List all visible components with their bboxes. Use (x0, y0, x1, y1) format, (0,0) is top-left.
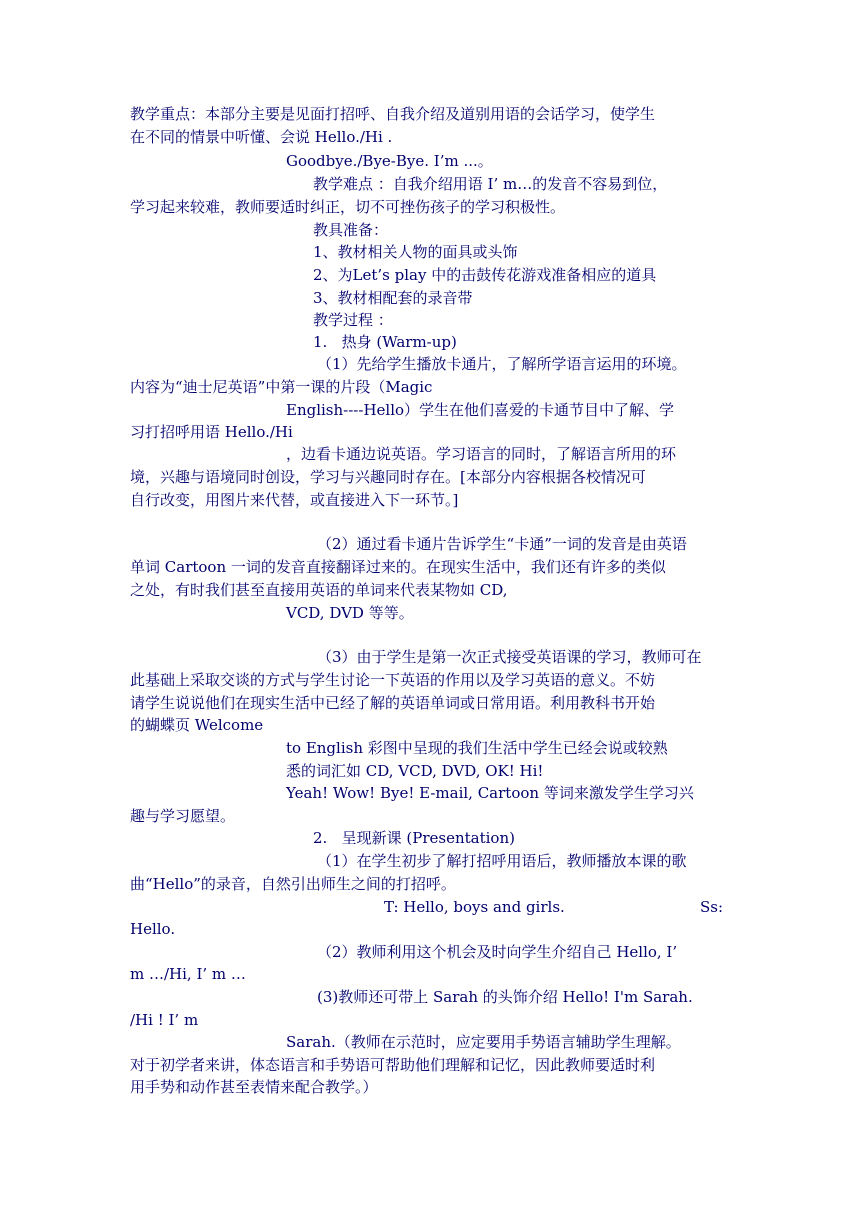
text-line: 1、教材相关人物的面具或头饰 (313, 243, 518, 261)
text-line: 境，兴趣与语境同时创设，学习与兴趣同时存在。[本部分内容根据各校情况可 (130, 468, 646, 486)
text-line: 2. 呈现新课 (Presentation) (313, 829, 515, 847)
text-line: 对于初学者来讲，体态语言和手势语可帮助他们理解和记忆，因此教师要适时利 (130, 1056, 656, 1074)
text-line: Sarah.（教师在示范时，应定要用手势语言辅助学生理解。 (286, 1033, 681, 1051)
text-line: 之处，有时我们甚至直接用英语的单词来代表某物如 CD, (130, 581, 508, 599)
text-line: English----Hello）学生在他们喜爱的卡通节目中了解、学 (286, 401, 675, 419)
text-line: 用手势和动作甚至表情来配合教学。） (130, 1078, 378, 1096)
text-line: 2、为Let’s play 中的击鼓传花游戏准备相应的道具 (313, 266, 657, 284)
text-line: 习打招呼用语 Hello./Hi (130, 423, 293, 441)
text-line: 此基础上采取交谈的方式与学生讨论一下英语的作用以及学习英语的意义。不妨 (130, 671, 656, 689)
text-line: Yeah! Wow! Bye! E-mail, Cartoon 等词来激发学生学习兴 (286, 784, 694, 802)
text-line: 1. 热身 (Warm-up) (313, 333, 457, 351)
text-line: 3、教材相配套的录音带 (313, 289, 473, 307)
text-line: 教学重点：本部分主要是见面打招呼、自我介绍及道别用语的会话学习，使学生 (130, 105, 656, 123)
text-line: ，边看卡通边说英语。学习语言的同时，了解语言所用的环 (286, 445, 677, 463)
text-line: VCD, DVD 等等。 (286, 604, 414, 622)
text-line: 教学过程 ： (313, 311, 393, 329)
text-line: T: Hello, boys and girls. (384, 898, 565, 916)
text-line: /Hi ! I’ m (130, 1011, 199, 1029)
text-line: 自行改变，用图片来代替，或直接进入下一环节。] (130, 491, 459, 509)
text-line: （2）通过看卡通片告诉学生“卡通”一词的发音是由英语 (317, 535, 687, 553)
text-line: 请学生说说他们在现实生活中已经了解的英语单词或日常用语。利用教科书开始 (130, 694, 656, 712)
text-line: 悉的词汇如 CD, VCD, DVD, OK! Hi! (286, 762, 544, 780)
text-line: (3)教师还可带上 Sarah 的头饰介绍 Hello! I'm Sarah. (317, 988, 693, 1006)
text-line: Ss: (700, 898, 724, 916)
text-line: 教学难点 ：自我介绍用语 I’ m…的发音不容易到位， (313, 175, 668, 193)
text-line: 单词 Cartoon 一词的发音直接翻译过来的。在现实生活中，我们还有许多的类似 (130, 558, 666, 576)
text-line: m …/Hi, I’ m … (130, 965, 246, 983)
text-line: 曲“Hello”的录音，自然引出师生之间的打招呼。 (130, 875, 456, 893)
text-line: 趣与学习愿望。 (130, 807, 236, 825)
text-line: Goodbye./Bye-Bye. I’m ...。 (286, 152, 493, 170)
text-line: （1）先给学生播放卡通片，了解所学语言运用的环境。 (317, 355, 687, 373)
text-line: 在不同的情景中听懂、会说 Hello./Hi . (130, 128, 393, 146)
text-line: 内容为“迪士尼英语”中第一课的片段（Magic (130, 378, 433, 396)
text-line: 学习起来较难，教师要适时纠正，切不可挫伤孩子的学习积极性。 (130, 198, 566, 216)
text-line: （3）由于学生是第一次正式接受英语课的学习，教师可在 (317, 648, 702, 666)
text-line: （2）教师利用这个机会及时向学生介绍自己 Hello, I’ (317, 943, 678, 961)
text-line: 的蝴蝶页 Welcome (130, 716, 264, 734)
text-line: Hello. (130, 920, 176, 938)
text-line: （1）在学生初步了解打招呼用语后，教师播放本课的歌 (317, 852, 687, 870)
text-line: to English 彩图中呈现的我们生活中学生已经会说或较熟 (286, 739, 668, 757)
text-line: 教具准备： (313, 221, 389, 239)
